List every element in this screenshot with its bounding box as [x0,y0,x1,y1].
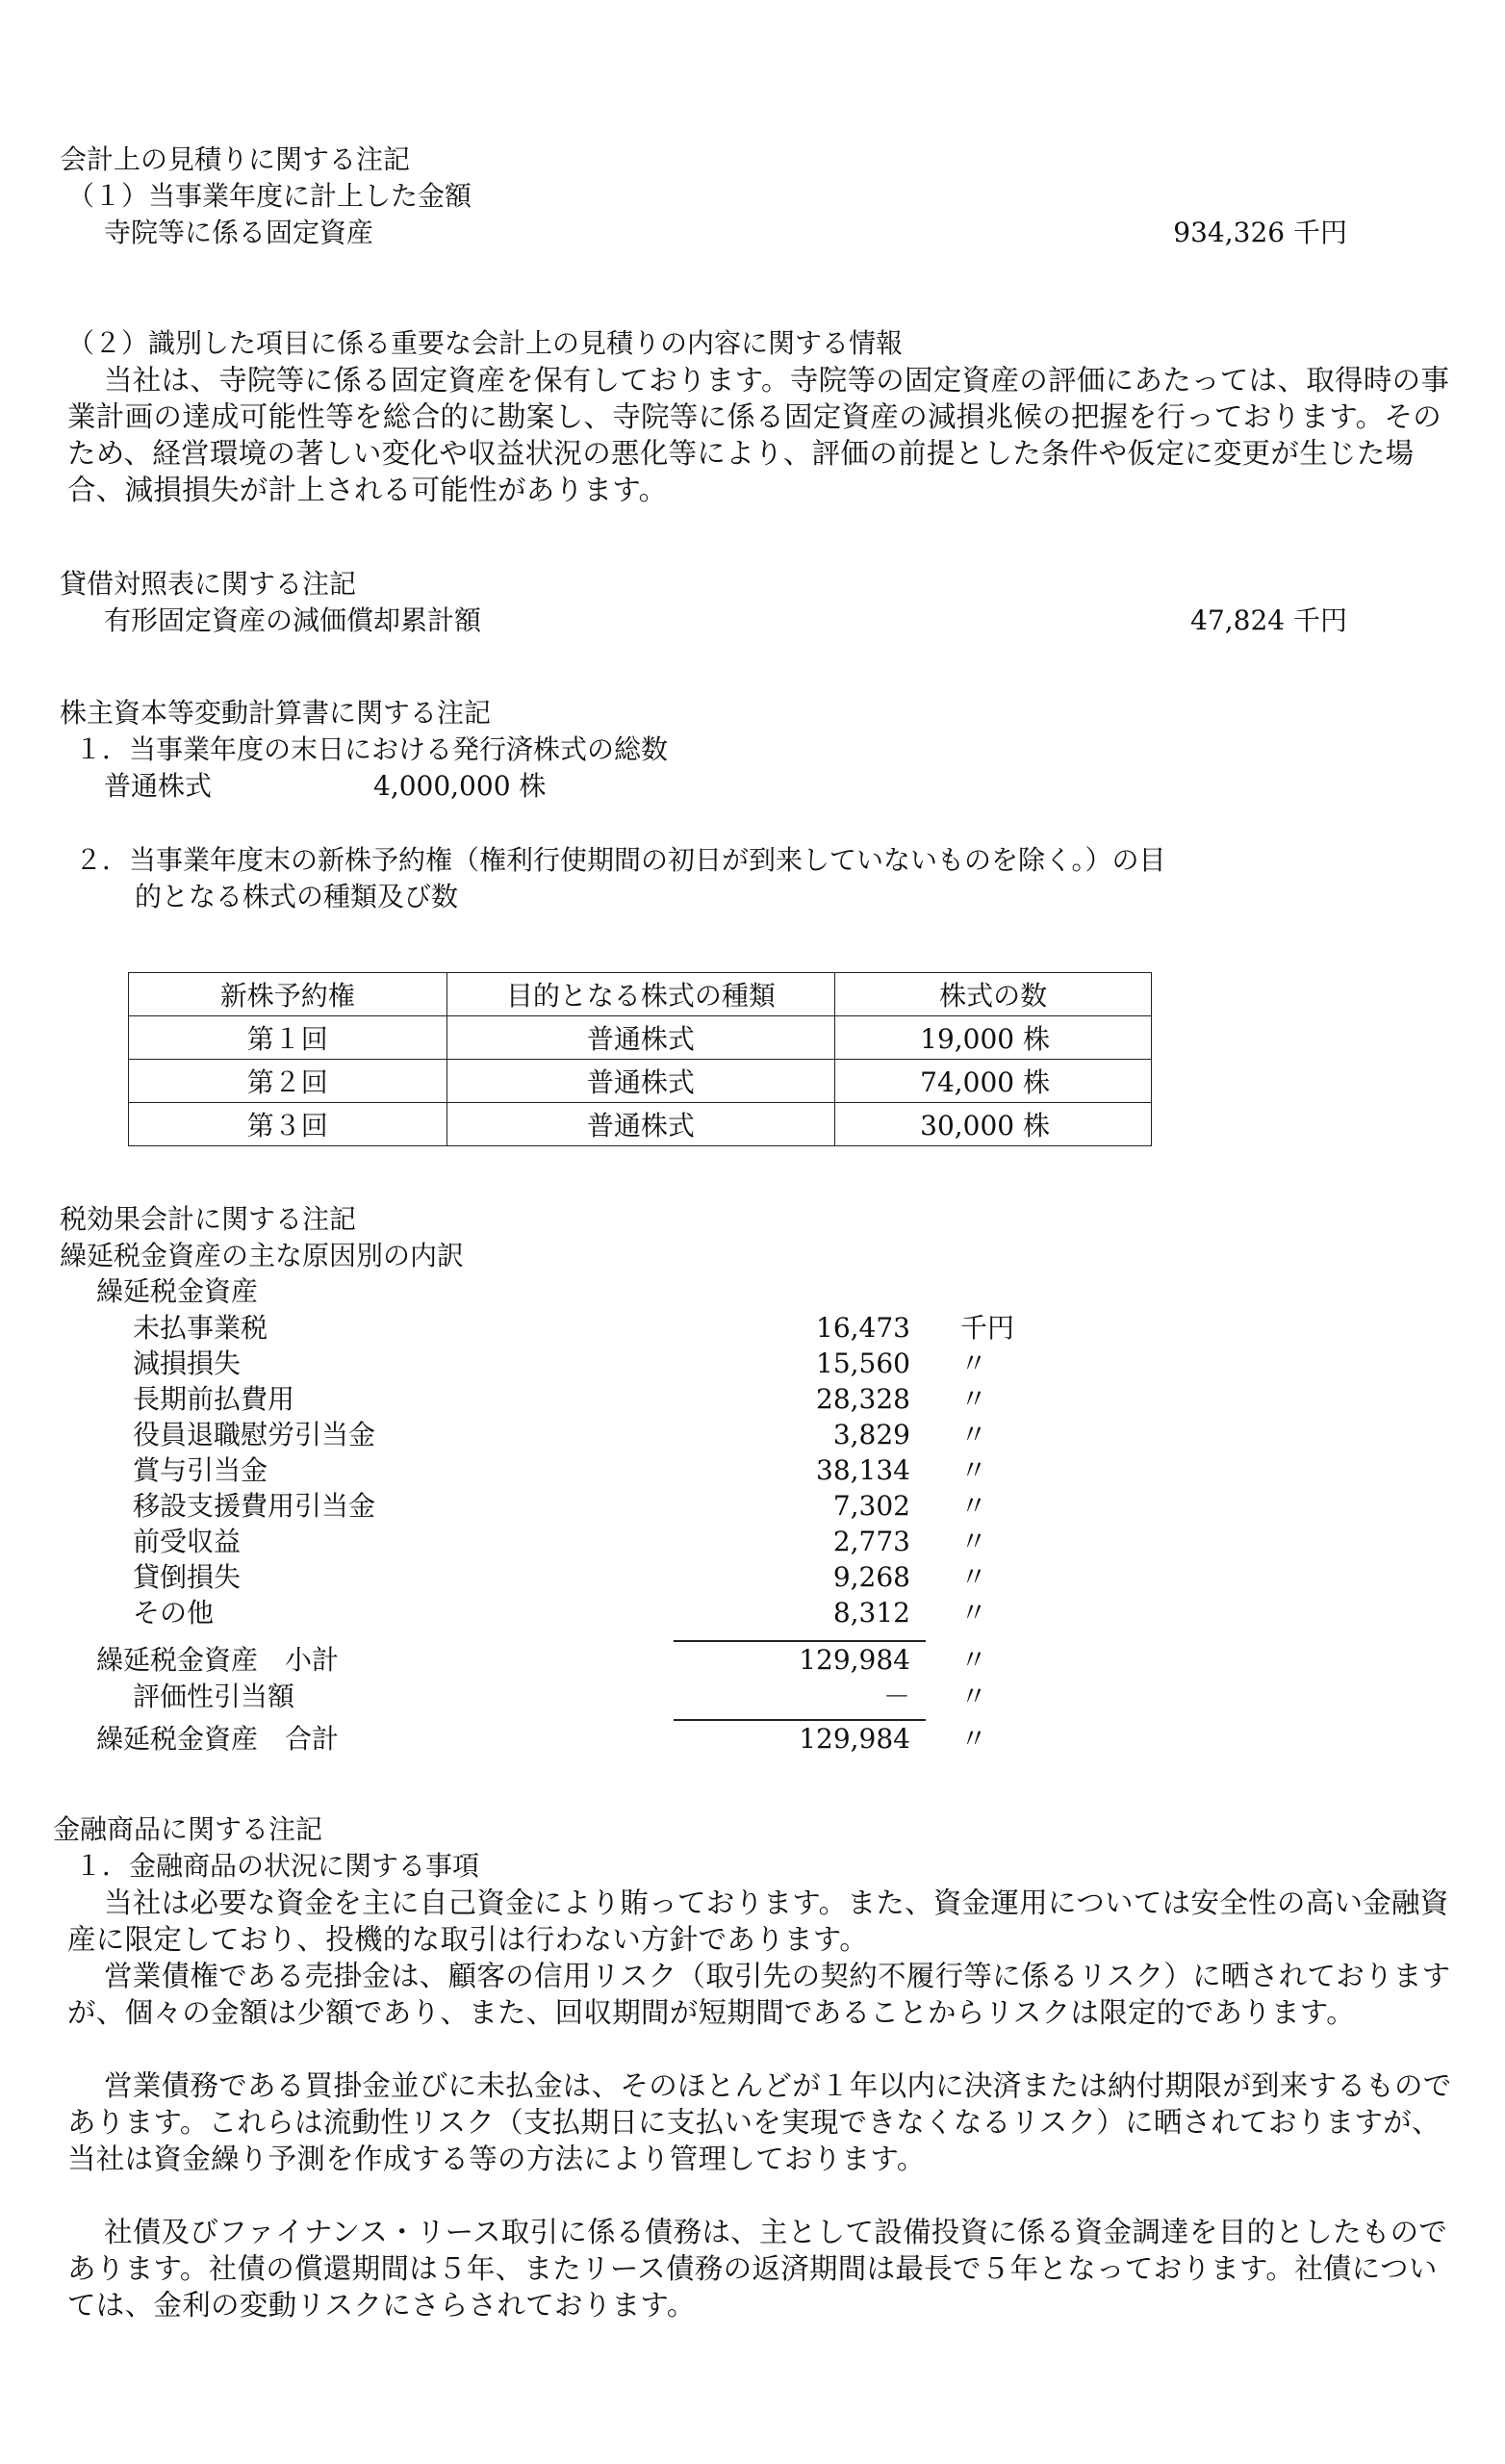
tax-total-row [0,1721,1505,1757]
estimates-item2-body: 当社は、寺院等に係る固定資産を保有しております。寺院等の固定資産の評価にあたっては、取得時の事業計画の達成可能性等を総合的に勘案し、寺院等に係る固定資産の減損兆候の把握を行っております。そのため、経営環境の著しい変化や収益状況の悪化等により、評価の前提とした条件や仮定に変更が生じた場合、減損損失が計上される可能性があります。 [67,364,1450,506]
stock-options-table [128,972,1152,1146]
table-cell: 30,000 株 [835,1103,1152,1146]
tax-total-value: 129,984 [799,1723,910,1755]
tax-subtotal-value: 129,984 [799,1644,910,1676]
tax-allowance-label: 評価性引当額 [133,1681,295,1712]
financial-para-3: 営業債務である買掛金並びに未払金は、そのほとんどが１年以内に決済または納付期限が到来するものであります。これらは流動性リスク（支払期日に支払いを実現できなくなるリスク）に晒されておりますが、当社は資金繰り予測を作成する等の方法により管理しております。 [67,2069,1452,2175]
financial-para-1: 当社は必要な資金を主に自己資金により賄っております。また、資金運用については安全性の高い金融資産に限定しており、投機的な取引は行わない方針であります。 [67,1886,1449,1956]
tax-subtotal-label: 繰延税金資産 小計 [96,1644,340,1676]
tax-item-row [0,1417,1505,1452]
tax-total-unit: 〃 [960,1723,988,1755]
estimates-item1-label: 寺院等に係る固定資産 [104,217,374,248]
equity-item1-title: １．当事業年度の末日における発行済株式の総数 [75,733,669,765]
table-header: 新株予約権 [129,973,447,1016]
tax-allowance-row [0,1679,1505,1714]
table-header-row [129,973,1152,1016]
equity-item1-value: 4,000,000 株 [373,770,547,802]
tax-item-unit: 〃 [960,1454,988,1486]
estimates-item2-title: （２）識別した項目に係る重要な会計上の見積りの内容に関する情報 [67,327,904,359]
tax-item-unit: 〃 [960,1561,988,1593]
tax-item-label: 貸倒損失 [133,1561,242,1593]
tax-item-value: 7,302 [832,1490,910,1522]
tax-subheading: 繰延税金資産の主な原因別の内訳 [60,1240,465,1271]
balance-sheet-value: 47,824 千円 [1190,604,1347,636]
tax-item-unit: 〃 [960,1490,988,1522]
table-cell: 第１回 [129,1016,447,1060]
tax-item-value: 2,773 [832,1526,910,1557]
tax-item-value: 28,328 [816,1383,910,1415]
equity-item1-label: 普通株式 [104,770,213,802]
tax-item-value: 15,560 [816,1348,910,1379]
tax-allowance-unit: 〃 [960,1681,988,1712]
table-row [129,1060,1152,1103]
table-cell: 19,000 株 [835,1016,1152,1060]
equity-item2-title-line1: ２．当事業年度末の新株予約権（権利行使期間の初日が到来していないものを除く。）の目 [75,844,1166,876]
tax-item-row [0,1524,1505,1559]
table-cell: 74,000 株 [835,1060,1152,1103]
tax-item-row [0,1595,1505,1630]
tax-item-value: 38,134 [816,1454,910,1486]
table-header: 目的となる株式の種類 [446,973,835,1016]
balance-sheet-heading: 貸借対照表に関する注記 [60,568,357,600]
tax-item-label: 減損損失 [133,1348,242,1379]
tax-item-unit: 〃 [960,1597,988,1629]
table-cell: 第３回 [129,1103,447,1146]
estimates-item1-title: （１）当事業年度に計上した金額 [67,180,472,212]
tax-item-row [0,1310,1505,1346]
estimates-heading: 会計上の見積りに関する注記 [60,143,411,175]
tax-item-label: 未払事業税 [133,1312,268,1344]
tax-group-label: 繰延税金資産 [96,1275,259,1307]
tax-item-unit: 〃 [960,1526,988,1557]
table-row [129,1016,1152,1060]
tax-allowance-value: － [882,1681,910,1712]
balance-sheet-label: 有形固定資産の減価償却累計額 [104,604,482,636]
tax-total-label: 繰延税金資産 合計 [96,1723,340,1755]
table-header: 株式の数 [835,973,1152,1016]
financial-heading: 金融商品に関する注記 [53,1813,323,1845]
equity-item2-title-line2: 的となる株式の種類及び数 [135,881,459,912]
tax-item-unit: 〃 [960,1383,988,1415]
equity-heading: 株主資本等変動計算書に関する注記 [60,697,492,729]
tax-item-value: 16,473 [816,1312,910,1344]
table-cell: 第２回 [129,1060,447,1103]
table-cell: 普通株式 [446,1103,835,1146]
tax-subtotal-unit: 〃 [960,1644,988,1676]
tax-item-row [0,1346,1505,1381]
tax-heading: 税効果会計に関する注記 [60,1203,357,1235]
tax-item-label: 役員退職慰労引当金 [133,1419,376,1450]
financial-item1-title: １．金融商品の状況に関する事項 [75,1850,480,1882]
estimates-item1-value: 934,326 千円 [1173,217,1347,248]
tax-item-unit: 千円 [960,1312,1015,1344]
tax-item-row [0,1452,1505,1488]
tax-item-unit: 〃 [960,1419,988,1450]
tax-item-value: 3,829 [832,1419,910,1450]
tax-item-label: 長期前払費用 [133,1383,295,1415]
tax-item-row [0,1381,1505,1417]
tax-item-label: 前受収益 [133,1526,242,1557]
tax-item-row [0,1559,1505,1595]
tax-item-row [0,1488,1505,1524]
tax-subtotal-row [0,1642,1505,1678]
table-cell: 普通株式 [446,1016,835,1060]
table-row [129,1103,1152,1146]
tax-item-value: 8,312 [832,1597,910,1629]
tax-item-label: 賞与引当金 [133,1454,268,1486]
tax-item-label: その他 [133,1597,215,1629]
financial-para-2: 営業債権である売掛金は、顧客の信用リスク（取引先の契約不履行等に係るリスク）に晒されておりますが、個々の金額は少額であり、また、回収期間が短期間であることからリスクは限定的であります。 [67,1960,1451,2029]
tax-item-label: 移設支援費用引当金 [133,1490,376,1522]
financial-para-4: 社債及びファイナンス・リース取引に係る債務は、主として設備投資に係る資金調達を目的としたものであります。社債の償還期間は５年、またリース債務の返済期間は最長で５年となっております。社債については、金利の変動リスクにさらされております。 [67,2216,1448,2322]
tax-item-unit: 〃 [960,1348,988,1379]
tax-item-value: 9,268 [832,1561,910,1593]
table-cell: 普通株式 [446,1060,835,1103]
